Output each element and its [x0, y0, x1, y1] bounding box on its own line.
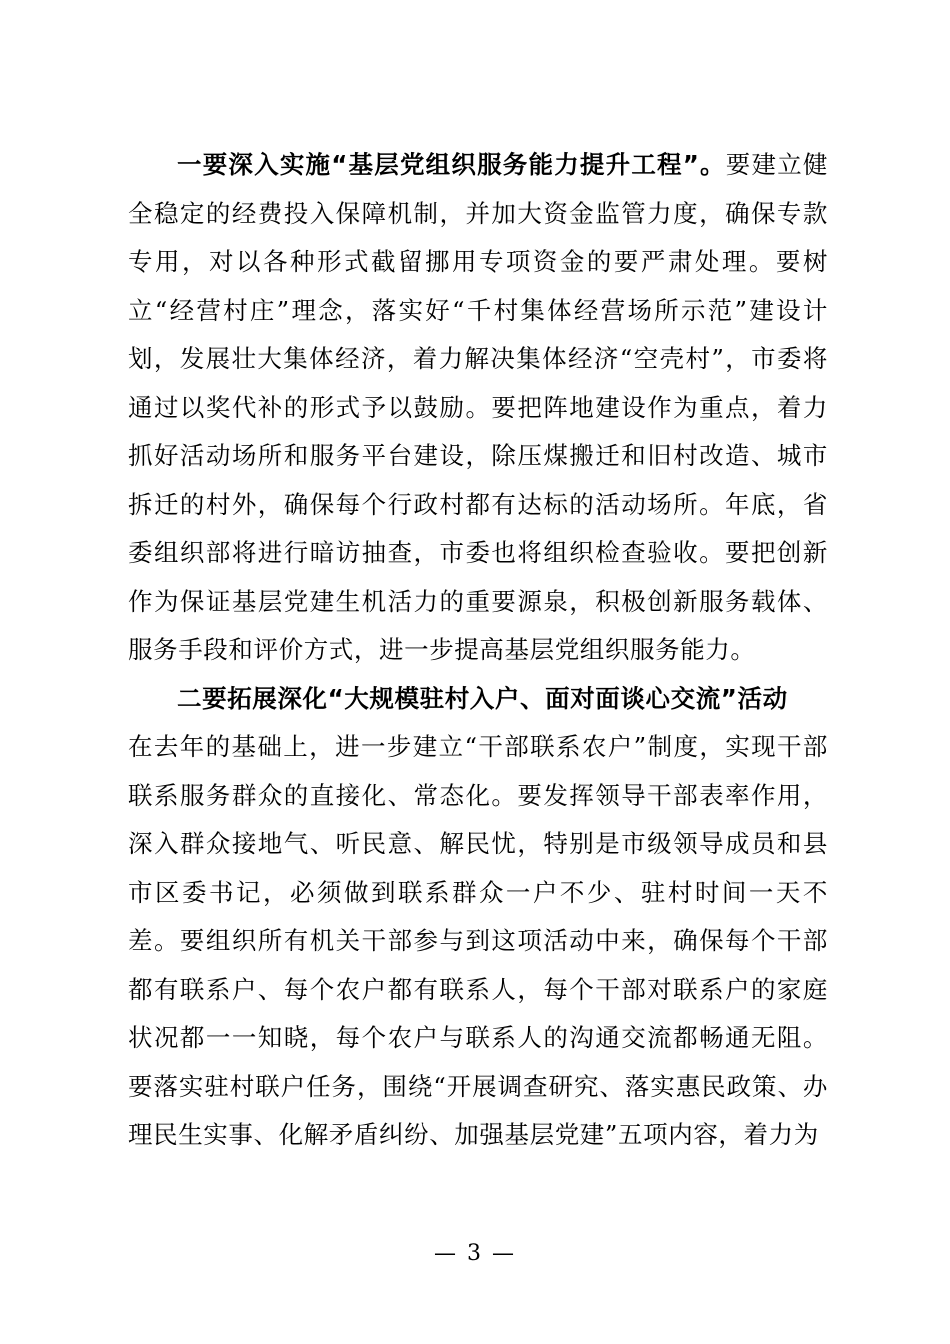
paragraph-1-text: 要建立健全稳定的经费投入保障机制，并加大资金监管力度，确保专款专用，对以各种形式截留挪用专项资金的要严肃处理。要树立“经营村庄”理念，落实好“千村集体经营场所示范”建设计划，发展壮大集体经济，着力解决集体经济“空壳村”，市委将通过以奖代补的形式予以鼓励。要把阵地建设作为重点，着力抓好活动场所和服务平台建设，除压煤搬迁和旧村改造、城市拆迁的村外，确保每个行政村都有达标的活动场所。年底，省委组织部将进行暗访抽查，市委也将组织检查验收。要把创新作为保证基层党建生机活力的重要源泉，积极创新服务载体、服务手段和评价方式，进一步提高基层党组织服务能力。 [128, 150, 829, 664]
page-number: — 3 — [434, 1241, 516, 1266]
paragraph-2-text: 在去年的基础上，进一步建立“干部联系农户”制度，实现干部联系服务群众的直接化、常态化。要发挥领导干部表率作用，深入群众接地气、听民意、解民忧，特别是市级领导成员和县市区委书记，必须做到联系群众一户不少、驻村时间一天不差。要组织所有机关干部参与到这项活动中来，确保每个干部都有联系户、每个农户都有联系人，每个干部对联系户的家庭状况都一一知晓，每个农户与联系人的沟通交流都畅通无阻。要落实驻村联户任务，围绕“开展调查研究、落实惠民政策、办理民生实事、化解矛盾纠纷、加强基层党建”五项内容，着力为 [128, 732, 828, 1149]
document-body [128, 141, 828, 1160]
paragraph-2 [128, 675, 828, 1160]
paragraph-2-heading: 二要拓展深化“大规模驻村入户、面对面谈心交流”活动 [177, 683, 788, 713]
paragraph-1-heading: 一要深入实施“基层党组织服务能力提升工程”。 [177, 150, 726, 179]
paragraph-1 [128, 141, 828, 675]
